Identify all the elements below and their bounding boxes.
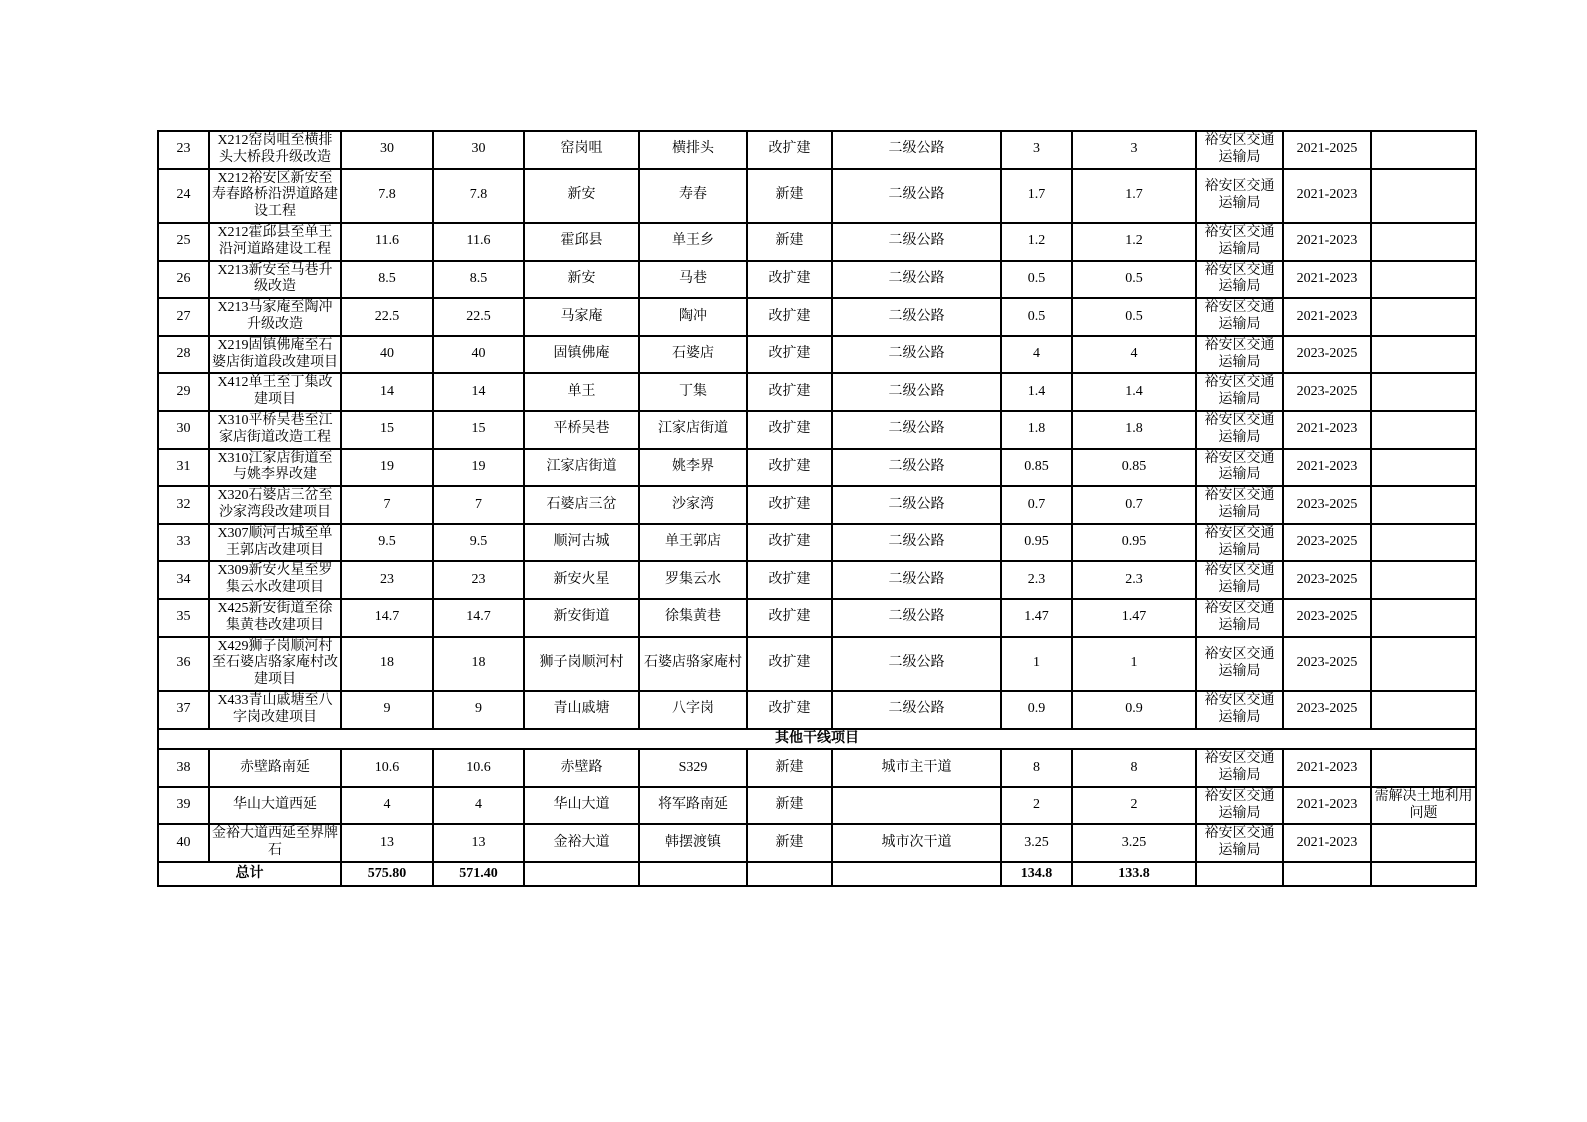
total-label: 总计 — [158, 862, 341, 886]
total-length-planned: 575.80 — [341, 862, 433, 886]
build-years-cell: 2021-2023 — [1283, 298, 1371, 336]
build-years-cell: 2023-2025 — [1283, 486, 1371, 524]
build-nature-cell: 改扩建 — [747, 336, 832, 374]
project-name-cell: X433青山戚塘至八字岗改建项目 — [209, 691, 341, 729]
end-point-cell: 寿春 — [639, 169, 747, 223]
road-grade-cell: 二级公路 — [832, 449, 1001, 487]
build-years-cell: 2021-2023 — [1283, 449, 1371, 487]
row-number-cell: 34 — [158, 561, 209, 599]
project-name-cell: X412单王至丁集改建项目 — [209, 373, 341, 411]
recent-investment-cell: 2 — [1072, 787, 1196, 825]
build-nature-cell: 改扩建 — [747, 298, 832, 336]
planned-length-cell: 22.5 — [341, 298, 433, 336]
remarks-cell — [1371, 411, 1476, 449]
recent-length-cell: 9 — [433, 691, 524, 729]
project-name-cell: X212霍邱县至单王沿河道路建设工程 — [209, 223, 341, 261]
project-name-cell: X425新安街道至徐集黄巷改建项目 — [209, 599, 341, 637]
total-nature-empty — [747, 862, 832, 886]
section-header-row — [158, 729, 1476, 750]
build-years-cell: 2021-2025 — [1283, 131, 1371, 169]
recent-investment-cell: 0.5 — [1072, 298, 1196, 336]
recent-length-cell: 14.7 — [433, 599, 524, 637]
planned-investment-cell: 1 — [1001, 637, 1072, 691]
responsible-unit-cell: 裕安区交通运输局 — [1196, 524, 1283, 562]
end-point-cell: 徐集黄巷 — [639, 599, 747, 637]
recent-length-cell: 40 — [433, 336, 524, 374]
build-nature-cell: 改扩建 — [747, 524, 832, 562]
road-grade-cell: 二级公路 — [832, 637, 1001, 691]
road-grade-cell: 城市次干道 — [832, 824, 1001, 862]
planned-investment-cell: 4 — [1001, 336, 1072, 374]
recent-investment-cell: 2.3 — [1072, 561, 1196, 599]
recent-investment-cell: 3.25 — [1072, 824, 1196, 862]
total-start-empty — [524, 862, 639, 886]
build-nature-cell: 改扩建 — [747, 373, 832, 411]
end-point-cell: 八字岗 — [639, 691, 747, 729]
project-name-cell: X212裕安区新安至寿春路桥沿淠道路建设工程 — [209, 169, 341, 223]
row-number-cell: 27 — [158, 298, 209, 336]
table-row — [158, 599, 1476, 637]
project-name-cell: X307顺河古城至单王郭店改建项目 — [209, 524, 341, 562]
recent-length-cell: 14 — [433, 373, 524, 411]
responsible-unit-cell: 裕安区交通运输局 — [1196, 449, 1283, 487]
planned-investment-cell: 0.9 — [1001, 691, 1072, 729]
remarks-cell — [1371, 486, 1476, 524]
remarks-cell — [1371, 691, 1476, 729]
recent-length-cell: 11.6 — [433, 223, 524, 261]
build-nature-cell: 改扩建 — [747, 599, 832, 637]
start-point-cell: 新安街道 — [524, 599, 639, 637]
end-point-cell: 韩摆渡镇 — [639, 824, 747, 862]
table-row — [158, 486, 1476, 524]
road-grade-cell: 二级公路 — [832, 561, 1001, 599]
responsible-unit-cell: 裕安区交通运输局 — [1196, 787, 1283, 825]
build-nature-cell: 改扩建 — [747, 131, 832, 169]
road-grade-cell: 二级公路 — [832, 373, 1001, 411]
project-name-cell: X310江家店街道至与姚李界改建 — [209, 449, 341, 487]
recent-length-cell: 18 — [433, 637, 524, 691]
row-number-cell: 26 — [158, 261, 209, 299]
table-row — [158, 223, 1476, 261]
planned-investment-cell: 1.4 — [1001, 373, 1072, 411]
remarks-cell — [1371, 169, 1476, 223]
recent-length-cell: 7.8 — [433, 169, 524, 223]
table-row — [158, 561, 1476, 599]
table-row — [158, 131, 1476, 169]
end-point-cell: 横排头 — [639, 131, 747, 169]
recent-length-cell: 13 — [433, 824, 524, 862]
row-number-cell: 24 — [158, 169, 209, 223]
section-header: 其他干线项目 — [158, 729, 1476, 750]
start-point-cell: 单王 — [524, 373, 639, 411]
start-point-cell: 平桥吴巷 — [524, 411, 639, 449]
row-number-cell: 40 — [158, 824, 209, 862]
road-grade-cell: 二级公路 — [832, 486, 1001, 524]
remarks-cell — [1371, 223, 1476, 261]
build-nature-cell: 新建 — [747, 223, 832, 261]
build-nature-cell: 改扩建 — [747, 411, 832, 449]
responsible-unit-cell: 裕安区交通运输局 — [1196, 691, 1283, 729]
remarks-cell — [1371, 524, 1476, 562]
total-end-empty — [639, 862, 747, 886]
build-years-cell: 2021-2023 — [1283, 261, 1371, 299]
build-years-cell: 2021-2023 — [1283, 411, 1371, 449]
build-nature-cell: 新建 — [747, 169, 832, 223]
project-name-cell: X219固镇佛庵至石婆店街道段改建项目 — [209, 336, 341, 374]
planned-length-cell: 7 — [341, 486, 433, 524]
road-grade-cell: 二级公路 — [832, 261, 1001, 299]
project-name-cell: X213马家庵至陶冲升级改造 — [209, 298, 341, 336]
end-point-cell: 单王郭店 — [639, 524, 747, 562]
recent-investment-cell: 0.5 — [1072, 261, 1196, 299]
build-nature-cell: 改扩建 — [747, 561, 832, 599]
responsible-unit-cell: 裕安区交通运输局 — [1196, 336, 1283, 374]
table-row — [158, 691, 1476, 729]
recent-investment-cell: 1.4 — [1072, 373, 1196, 411]
recent-investment-cell: 0.9 — [1072, 691, 1196, 729]
build-years-cell: 2023-2025 — [1283, 599, 1371, 637]
row-number-cell: 25 — [158, 223, 209, 261]
planned-length-cell: 11.6 — [341, 223, 433, 261]
planned-length-cell: 4 — [341, 787, 433, 825]
build-years-cell: 2021-2023 — [1283, 169, 1371, 223]
row-number-cell: 31 — [158, 449, 209, 487]
end-point-cell: 石婆店骆家庵村 — [639, 637, 747, 691]
project-name-cell: X429狮子岗顺河村至石婆店骆家庵村改建项目 — [209, 637, 341, 691]
row-number-cell: 33 — [158, 524, 209, 562]
planned-investment-cell: 2 — [1001, 787, 1072, 825]
planned-investment-cell: 1.47 — [1001, 599, 1072, 637]
remarks-cell — [1371, 261, 1476, 299]
responsible-unit-cell: 裕安区交通运输局 — [1196, 561, 1283, 599]
recent-investment-cell: 3 — [1072, 131, 1196, 169]
recent-investment-cell: 0.85 — [1072, 449, 1196, 487]
recent-investment-cell: 0.7 — [1072, 486, 1196, 524]
responsible-unit-cell: 裕安区交通运输局 — [1196, 824, 1283, 862]
row-number-cell: 28 — [158, 336, 209, 374]
planned-investment-cell: 0.5 — [1001, 261, 1072, 299]
responsible-unit-cell: 裕安区交通运输局 — [1196, 131, 1283, 169]
table-row — [158, 373, 1476, 411]
remarks-cell — [1371, 561, 1476, 599]
road-grade-cell: 二级公路 — [832, 411, 1001, 449]
road-grade-cell: 二级公路 — [832, 599, 1001, 637]
planned-length-cell: 30 — [341, 131, 433, 169]
project-name-cell: 赤壁路南延 — [209, 749, 341, 787]
row-number-cell: 39 — [158, 787, 209, 825]
remarks-cell — [1371, 824, 1476, 862]
planned-length-cell: 10.6 — [341, 749, 433, 787]
start-point-cell: 窑岗咀 — [524, 131, 639, 169]
remarks-cell: 需解决土地利用问题 — [1371, 787, 1476, 825]
end-point-cell: 沙家湾 — [639, 486, 747, 524]
road-grade-cell: 二级公路 — [832, 524, 1001, 562]
planned-investment-cell: 1.2 — [1001, 223, 1072, 261]
planned-investment-cell: 0.5 — [1001, 298, 1072, 336]
build-years-cell: 2023-2025 — [1283, 561, 1371, 599]
planned-length-cell: 23 — [341, 561, 433, 599]
table-row — [158, 169, 1476, 223]
start-point-cell: 新安 — [524, 261, 639, 299]
responsible-unit-cell: 裕安区交通运输局 — [1196, 169, 1283, 223]
build-nature-cell: 新建 — [747, 824, 832, 862]
recent-length-cell: 19 — [433, 449, 524, 487]
table-row — [158, 261, 1476, 299]
planned-length-cell: 9 — [341, 691, 433, 729]
total-note-empty — [1371, 862, 1476, 886]
build-nature-cell: 改扩建 — [747, 261, 832, 299]
planned-investment-cell: 1.7 — [1001, 169, 1072, 223]
end-point-cell: 石婆店 — [639, 336, 747, 374]
road-grade-cell: 二级公路 — [832, 223, 1001, 261]
total-length-recent: 571.40 — [433, 862, 524, 886]
recent-investment-cell: 4 — [1072, 336, 1196, 374]
start-point-cell: 新安火星 — [524, 561, 639, 599]
table-row — [158, 449, 1476, 487]
road-grade-cell: 城市主干道 — [832, 749, 1001, 787]
table-row — [158, 787, 1476, 825]
start-point-cell: 顺河古城 — [524, 524, 639, 562]
recent-length-cell: 8.5 — [433, 261, 524, 299]
responsible-unit-cell: 裕安区交通运输局 — [1196, 261, 1283, 299]
planned-length-cell: 18 — [341, 637, 433, 691]
recent-length-cell: 15 — [433, 411, 524, 449]
recent-length-cell: 22.5 — [433, 298, 524, 336]
recent-length-cell: 9.5 — [433, 524, 524, 562]
row-number-cell: 30 — [158, 411, 209, 449]
remarks-cell — [1371, 373, 1476, 411]
remarks-cell — [1371, 298, 1476, 336]
table-row — [158, 524, 1476, 562]
road-projects-table — [157, 130, 1477, 887]
planned-investment-cell: 1.8 — [1001, 411, 1072, 449]
end-point-cell: 丁集 — [639, 373, 747, 411]
start-point-cell: 新安 — [524, 169, 639, 223]
end-point-cell: 单王乡 — [639, 223, 747, 261]
road-grade-cell: 二级公路 — [832, 169, 1001, 223]
build-years-cell: 2021-2023 — [1283, 824, 1371, 862]
end-point-cell: 姚李界 — [639, 449, 747, 487]
build-years-cell: 2023-2025 — [1283, 373, 1371, 411]
table-body — [158, 131, 1476, 886]
row-number-cell: 29 — [158, 373, 209, 411]
responsible-unit-cell: 裕安区交通运输局 — [1196, 298, 1283, 336]
start-point-cell: 华山大道 — [524, 787, 639, 825]
build-years-cell: 2023-2025 — [1283, 524, 1371, 562]
end-point-cell: 江家店街道 — [639, 411, 747, 449]
recent-investment-cell: 1.2 — [1072, 223, 1196, 261]
road-grade-cell — [832, 787, 1001, 825]
planned-investment-cell: 0.7 — [1001, 486, 1072, 524]
build-nature-cell: 新建 — [747, 787, 832, 825]
total-investment-recent: 133.8 — [1072, 862, 1196, 886]
recent-investment-cell: 1 — [1072, 637, 1196, 691]
remarks-cell — [1371, 637, 1476, 691]
road-grade-cell: 二级公路 — [832, 131, 1001, 169]
project-name-cell: X212窑岗咀至横排头大桥段升级改造 — [209, 131, 341, 169]
start-point-cell: 霍邱县 — [524, 223, 639, 261]
start-point-cell: 石婆店三岔 — [524, 486, 639, 524]
end-point-cell: 将军路南延 — [639, 787, 747, 825]
start-point-cell: 金裕大道 — [524, 824, 639, 862]
build-years-cell: 2021-2023 — [1283, 223, 1371, 261]
build-nature-cell: 改扩建 — [747, 449, 832, 487]
total-investment-planned: 134.8 — [1001, 862, 1072, 886]
responsible-unit-cell: 裕安区交通运输局 — [1196, 411, 1283, 449]
row-number-cell: 23 — [158, 131, 209, 169]
build-years-cell: 2021-2023 — [1283, 787, 1371, 825]
responsible-unit-cell: 裕安区交通运输局 — [1196, 599, 1283, 637]
planned-investment-cell: 3.25 — [1001, 824, 1072, 862]
total-row — [158, 862, 1476, 886]
start-point-cell: 赤壁路 — [524, 749, 639, 787]
table-row — [158, 336, 1476, 374]
table-row — [158, 298, 1476, 336]
planned-length-cell: 8.5 — [341, 261, 433, 299]
recent-investment-cell: 1.7 — [1072, 169, 1196, 223]
remarks-cell — [1371, 749, 1476, 787]
planned-length-cell: 40 — [341, 336, 433, 374]
remarks-cell — [1371, 336, 1476, 374]
project-name-cell: X309新安火星至罗集云水改建项目 — [209, 561, 341, 599]
responsible-unit-cell: 裕安区交通运输局 — [1196, 486, 1283, 524]
responsible-unit-cell: 裕安区交通运输局 — [1196, 223, 1283, 261]
road-grade-cell: 二级公路 — [832, 336, 1001, 374]
responsible-unit-cell: 裕安区交通运输局 — [1196, 749, 1283, 787]
row-number-cell: 37 — [158, 691, 209, 729]
build-nature-cell: 改扩建 — [747, 486, 832, 524]
planned-investment-cell: 2.3 — [1001, 561, 1072, 599]
build-nature-cell: 改扩建 — [747, 691, 832, 729]
project-name-cell: X320石婆店三岔至沙家湾段改建项目 — [209, 486, 341, 524]
build-nature-cell: 新建 — [747, 749, 832, 787]
road-grade-cell: 二级公路 — [832, 691, 1001, 729]
recent-length-cell: 4 — [433, 787, 524, 825]
build-years-cell: 2021-2023 — [1283, 749, 1371, 787]
start-point-cell: 固镇佛庵 — [524, 336, 639, 374]
remarks-cell — [1371, 131, 1476, 169]
recent-investment-cell: 0.95 — [1072, 524, 1196, 562]
planned-length-cell: 15 — [341, 411, 433, 449]
recent-length-cell: 10.6 — [433, 749, 524, 787]
build-nature-cell: 改扩建 — [747, 637, 832, 691]
build-years-cell: 2023-2025 — [1283, 637, 1371, 691]
row-number-cell: 36 — [158, 637, 209, 691]
project-name-cell: X310平桥吴巷至江家店街道改造工程 — [209, 411, 341, 449]
table-row — [158, 637, 1476, 691]
remarks-cell — [1371, 599, 1476, 637]
road-grade-cell: 二级公路 — [832, 298, 1001, 336]
build-years-cell: 2023-2025 — [1283, 336, 1371, 374]
total-years-empty — [1283, 862, 1371, 886]
planned-length-cell: 14 — [341, 373, 433, 411]
project-name-cell: 华山大道西延 — [209, 787, 341, 825]
start-point-cell: 江家店街道 — [524, 449, 639, 487]
row-number-cell: 38 — [158, 749, 209, 787]
responsible-unit-cell: 裕安区交通运输局 — [1196, 373, 1283, 411]
remarks-cell — [1371, 449, 1476, 487]
recent-length-cell: 7 — [433, 486, 524, 524]
start-point-cell: 狮子岗顺河村 — [524, 637, 639, 691]
planned-investment-cell: 0.95 — [1001, 524, 1072, 562]
build-years-cell: 2023-2025 — [1283, 691, 1371, 729]
row-number-cell: 32 — [158, 486, 209, 524]
planned-investment-cell: 8 — [1001, 749, 1072, 787]
table-row — [158, 749, 1476, 787]
planned-length-cell: 9.5 — [341, 524, 433, 562]
project-name-cell: X213新安至马巷升级改造 — [209, 261, 341, 299]
recent-investment-cell: 1.47 — [1072, 599, 1196, 637]
start-point-cell: 马家庵 — [524, 298, 639, 336]
planned-length-cell: 7.8 — [341, 169, 433, 223]
start-point-cell: 青山戚塘 — [524, 691, 639, 729]
planned-length-cell: 19 — [341, 449, 433, 487]
end-point-cell: 陶冲 — [639, 298, 747, 336]
total-unit-empty — [1196, 862, 1283, 886]
responsible-unit-cell: 裕安区交通运输局 — [1196, 637, 1283, 691]
table-row — [158, 824, 1476, 862]
end-point-cell: 罗集云水 — [639, 561, 747, 599]
planned-length-cell: 14.7 — [341, 599, 433, 637]
row-number-cell: 35 — [158, 599, 209, 637]
recent-length-cell: 23 — [433, 561, 524, 599]
planned-investment-cell: 3 — [1001, 131, 1072, 169]
end-point-cell: S329 — [639, 749, 747, 787]
planned-length-cell: 13 — [341, 824, 433, 862]
table-row — [158, 411, 1476, 449]
end-point-cell: 马巷 — [639, 261, 747, 299]
planned-investment-cell: 0.85 — [1001, 449, 1072, 487]
recent-investment-cell: 8 — [1072, 749, 1196, 787]
recent-length-cell: 30 — [433, 131, 524, 169]
project-name-cell: 金裕大道西延至界牌石 — [209, 824, 341, 862]
total-grade-empty — [832, 862, 1001, 886]
recent-investment-cell: 1.8 — [1072, 411, 1196, 449]
